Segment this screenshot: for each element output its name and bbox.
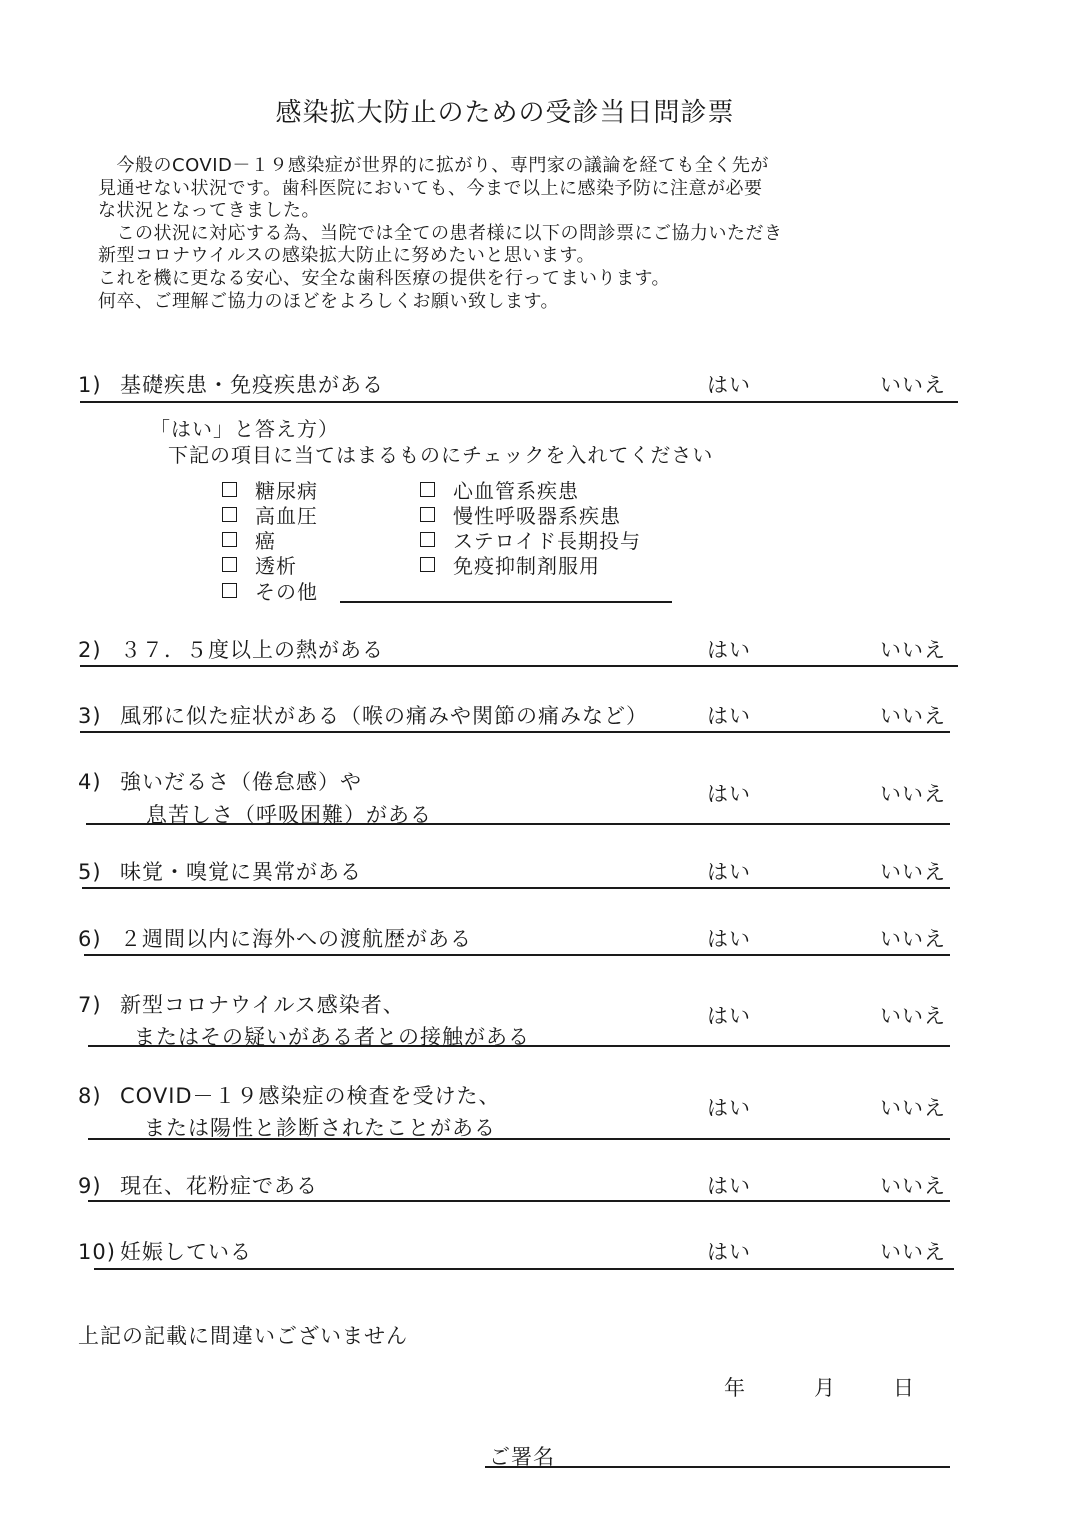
- q10-no-option[interactable]: いいえ: [880, 1240, 946, 1264]
- question-text: 味覚・嗅覚に異常がある: [120, 860, 362, 884]
- checkbox-icon[interactable]: [222, 583, 237, 598]
- checkbox-label: ステロイド長期投与: [453, 529, 641, 553]
- q4-yes-option[interactable]: はい: [707, 782, 751, 806]
- checkbox-label: 癌: [255, 529, 276, 553]
- q10-yes-option[interactable]: はい: [707, 1240, 751, 1264]
- question-4-continued: 息苦しさ（呼吸困難）がある: [146, 803, 432, 827]
- checkbox-label: 糖尿病: [255, 479, 318, 503]
- question-text: ３７．５度以上の熱がある: [120, 638, 384, 662]
- q4-no-option[interactable]: いいえ: [880, 782, 946, 806]
- intro-line: 新型コロナウイルスの感染拡大防止に努めたいと思います。: [98, 245, 595, 267]
- q5-yes-option[interactable]: はい: [707, 860, 751, 884]
- question-number: 1): [78, 373, 102, 397]
- q7-underline: [88, 1045, 950, 1047]
- q1-yes-option[interactable]: はい: [707, 373, 751, 397]
- question-8-continued: または陽性と診断されたことがある: [144, 1116, 496, 1140]
- question-7-continued: またはその疑いがある者との接触がある: [134, 1025, 530, 1049]
- q2-yes-option[interactable]: はい: [707, 638, 751, 662]
- question-number: 9): [78, 1174, 102, 1198]
- q2-no-option[interactable]: いいえ: [880, 638, 946, 662]
- checkbox-dialysis[interactable]: [222, 550, 297, 579]
- question-number: 8): [78, 1084, 102, 1108]
- q3-no-option[interactable]: いいえ: [880, 704, 946, 728]
- q3-underline: [80, 731, 950, 733]
- q8-yes-option[interactable]: はい: [707, 1096, 751, 1120]
- page-title: 感染拡大防止のための受診当日問診票: [275, 98, 735, 128]
- q9-no-option[interactable]: いいえ: [880, 1174, 946, 1198]
- question-text: ２週間以内に海外への渡航歴がある: [120, 927, 472, 951]
- q5-underline: [82, 887, 950, 889]
- intro-line: この状況に対応する為、当院では全ての患者様に以下の問診票にご協力いただき: [98, 222, 783, 244]
- question-number: 4): [78, 770, 102, 794]
- checkbox-label: 高血圧: [255, 504, 318, 528]
- confirmation-text: 上記の記載に間違いございません: [78, 1324, 408, 1348]
- question-1: [78, 369, 384, 399]
- q1-sub-instruction: 下記の項目に当てはまるものにチェックを入れてください: [168, 443, 714, 467]
- intro-line: 見通せない状況です。歯科医院においても、今まで以上に感染予防に注意が必要: [98, 177, 763, 199]
- checkbox-other[interactable]: [222, 576, 318, 605]
- checkbox-icon[interactable]: [420, 507, 435, 522]
- checkbox-icon[interactable]: [420, 557, 435, 572]
- q4-underline: [86, 823, 950, 825]
- checkbox-icon[interactable]: [222, 482, 237, 497]
- checkbox-icon[interactable]: [420, 482, 435, 497]
- signature-label: ご署名: [489, 1445, 555, 1469]
- question-8: [78, 1080, 501, 1110]
- q7-yes-option[interactable]: はい: [707, 1004, 751, 1028]
- q7-no-option[interactable]: いいえ: [880, 1004, 946, 1028]
- question-number: 10): [78, 1240, 116, 1264]
- question-3: [78, 700, 688, 730]
- date-month-label: 月: [814, 1376, 835, 1400]
- signature-line[interactable]: [485, 1466, 950, 1468]
- checkbox-icon[interactable]: [222, 557, 237, 572]
- q5-no-option[interactable]: いいえ: [880, 860, 946, 884]
- checkbox-immunosuppressant[interactable]: [420, 550, 600, 579]
- q6-underline: [84, 954, 950, 956]
- q1-underline: [80, 401, 958, 403]
- question-5: [78, 856, 362, 886]
- checkbox-label: その他: [255, 580, 318, 604]
- q10-underline: [94, 1268, 954, 1270]
- intro-line: 何卒、ご理解ご協力のほどをよろしくお願い致します。: [98, 290, 560, 312]
- q8-underline: [88, 1138, 950, 1140]
- question-text: 風邪に似た症状がある（喉の痛みや関節の痛みなど）: [120, 704, 648, 728]
- checkbox-icon[interactable]: [222, 532, 237, 547]
- question-7: [78, 989, 405, 1019]
- intro-paragraph: [98, 155, 918, 313]
- checkbox-label: 免疫抑制剤服用: [453, 554, 600, 578]
- question-2: [78, 634, 384, 664]
- question-text: 基礎疾患・免疫疾患がある: [120, 373, 384, 397]
- question-text: 強いだるさ（倦怠感）や: [120, 770, 362, 794]
- checkbox-label: 慢性呼吸器系疾患: [453, 504, 621, 528]
- question-text: 現在、花粉症である: [120, 1174, 318, 1198]
- question-10: [78, 1236, 252, 1266]
- checkbox-icon[interactable]: [420, 532, 435, 547]
- question-text: COVID－１９感染症の検査を受けた、: [120, 1084, 501, 1108]
- date-year-label: 年: [724, 1376, 745, 1400]
- question-text: 新型コロナウイルス感染者、: [120, 993, 405, 1017]
- checkbox-label: 透析: [255, 554, 297, 578]
- question-number: 7): [78, 993, 102, 1017]
- q6-no-option[interactable]: いいえ: [880, 927, 946, 951]
- intro-line: 今般のCOVID－１９感染症が世界的に拡がり、専門家の議論を経ても全く先が: [98, 155, 769, 176]
- q1-sub-heading: 「はい」と答え方）: [150, 417, 339, 441]
- q9-yes-option[interactable]: はい: [707, 1174, 751, 1198]
- question-6: [78, 923, 472, 953]
- q6-yes-option[interactable]: はい: [707, 927, 751, 951]
- q1-no-option[interactable]: いいえ: [880, 373, 946, 397]
- question-9: [78, 1170, 318, 1200]
- intro-line: これを機に更なる安心、安全な歯科医療の提供を行ってまいります。: [98, 267, 671, 289]
- checkbox-icon[interactable]: [222, 507, 237, 522]
- question-number: 6): [78, 927, 102, 951]
- question-4: [78, 766, 362, 796]
- other-write-in-line[interactable]: [340, 601, 672, 603]
- question-number: 2): [78, 638, 102, 662]
- q9-underline: [88, 1200, 950, 1202]
- q2-underline: [80, 665, 958, 667]
- intro-line: な状況となってきました。: [98, 200, 320, 222]
- question-number: 3): [78, 704, 102, 728]
- q8-no-option[interactable]: いいえ: [880, 1096, 946, 1120]
- date-day-label: 日: [893, 1376, 914, 1400]
- question-text: 妊娠している: [120, 1240, 252, 1264]
- checkbox-label: 心血管系疾患: [453, 479, 579, 503]
- q3-yes-option[interactable]: はい: [707, 704, 751, 728]
- question-number: 5): [78, 860, 102, 884]
